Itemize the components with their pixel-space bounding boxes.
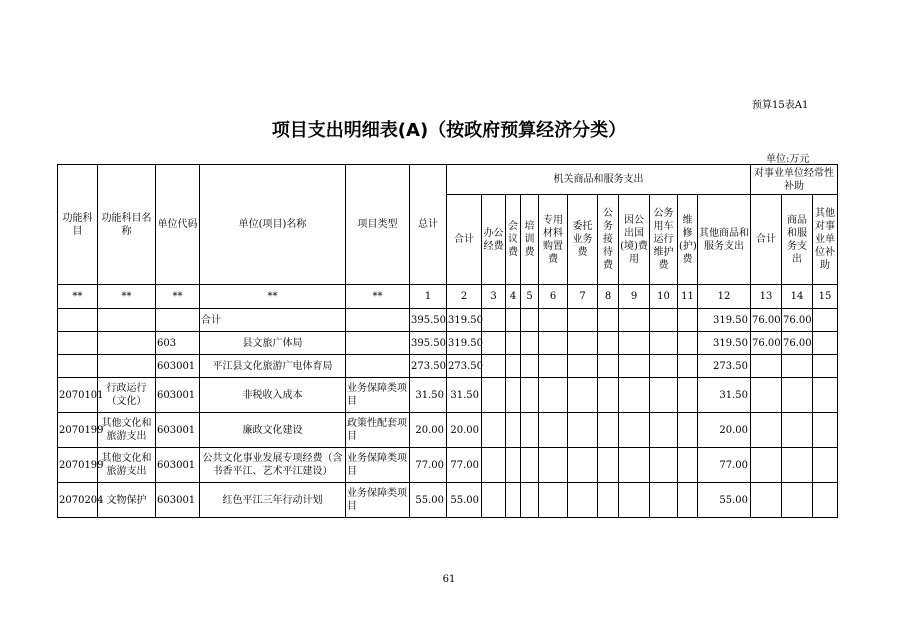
header-project-type: 项目类型 [346,165,410,285]
index-cell: 7 [568,285,598,309]
project-type-cell [346,332,410,355]
index-row [58,285,838,309]
unit-name-cell: 县文旅广体局 [200,332,346,355]
index-cell: 9 [619,285,650,309]
subsidy-total-cell: 76.00 [751,309,782,332]
total-cell: 273.50 [410,355,447,378]
index-cell: 13 [751,285,782,309]
index-cell: 1 [410,285,447,309]
header-func-code: 功能科目 [58,165,98,285]
func-name-cell [98,309,156,332]
total-cell: 77.00 [410,448,447,483]
func-name-cell: 文物保护 [98,483,156,518]
header-materials: 专用材料购置费 [539,195,568,285]
table-row [58,448,838,483]
subsidy-total-cell: 76.00 [751,332,782,355]
func-code-cell: 2070199 [58,448,98,483]
index-cell: ** [156,285,200,309]
table-row [58,355,838,378]
form-number: 预算15表A1 [752,100,809,111]
table-row [58,332,838,355]
func-name-cell [98,332,156,355]
subsidy-total-cell [751,378,782,413]
project-expenditure-table [57,164,838,518]
index-cell: 15 [813,285,838,309]
table-row [58,413,838,448]
func-code-cell [58,332,98,355]
goods-total-cell: 55.00 [447,483,482,518]
subsidy-goods-cell [782,413,813,448]
header-total: 总计 [410,165,447,285]
unit-name-cell: 非税收入成本 [200,378,346,413]
header-subsidy-total: 合计 [751,195,782,285]
other-goods-cell: 319.50 [698,332,751,355]
goods-total-cell: 319.50 [447,332,482,355]
header-abroad: 因公出国(境)费用 [619,195,650,285]
unit-code-cell [156,309,200,332]
subsidy-total-cell [751,483,782,518]
func-name-cell: 其他文化和旅游支出 [98,448,156,483]
subsidy-goods-cell [782,355,813,378]
unit-name-cell: 平江县文化旅游广电体育局 [200,355,346,378]
other-goods-cell: 319.50 [698,309,751,332]
unit-label: 单位:万元 [766,154,810,165]
index-cell: 14 [782,285,813,309]
index-cell: 10 [650,285,678,309]
project-type-cell [346,355,410,378]
subsidy-total-cell [751,355,782,378]
index-cell: 5 [521,285,539,309]
header-unit-name: 单位(项目)名称 [200,165,346,285]
project-type-cell: 业务保障类项目 [346,483,410,518]
subsidy-total-cell [751,413,782,448]
header-other-goods: 其他商品和服务支出 [698,195,751,285]
index-cell: ** [98,285,156,309]
project-type-cell: 业务保障类项目 [346,378,410,413]
header-training: 培训费 [521,195,539,285]
index-cell: 4 [506,285,521,309]
unit-name-cell: 廉政文化建设 [200,413,346,448]
table-row [58,483,838,518]
goods-total-cell: 273.50 [447,355,482,378]
other-goods-cell: 55.00 [698,483,751,518]
header-meeting: 会议费 [506,195,521,285]
index-cell: 8 [598,285,619,309]
subsidy-goods-cell [782,448,813,483]
table-row [58,309,838,332]
index-cell: 6 [539,285,568,309]
total-cell: 55.00 [410,483,447,518]
unit-name-cell: 合计 [200,309,346,332]
goods-total-cell: 319.50 [447,309,482,332]
func-code-cell [58,355,98,378]
total-cell: 31.50 [410,378,447,413]
header-subsidy-goods: 商品和服务支出 [782,195,813,285]
header-group-goods-services: 机关商品和服务支出 [447,165,751,195]
unit-code-cell: 603001 [156,483,200,518]
header-unit-code: 单位代码 [156,165,200,285]
subsidy-goods-cell: 76.00 [782,332,813,355]
other-goods-cell: 31.50 [698,378,751,413]
index-cell: ** [58,285,98,309]
func-code-cell: 2070204 [58,483,98,518]
header-goods-total: 合计 [447,195,482,285]
page-title: 项目支出明细表(A)（按政府预算经济分类） [271,120,627,141]
index-cell: 12 [698,285,751,309]
goods-total-cell: 77.00 [447,448,482,483]
other-goods-cell: 273.50 [698,355,751,378]
project-type-cell [346,309,410,332]
header-subsidy-other: 其他对事业单位补助 [813,195,838,285]
index-cell: ** [346,285,410,309]
unit-code-cell: 603 [156,332,200,355]
table-row [58,378,838,413]
header-vehicle: 公务用车运行维护费 [650,195,678,285]
unit-code-cell: 603001 [156,413,200,448]
func-code-cell [58,309,98,332]
header-entrusted: 委托业务费 [568,195,598,285]
header-repair: 维修(护)费 [678,195,698,285]
func-name-cell [98,355,156,378]
project-type-cell: 政策性配套项目 [346,413,410,448]
subsidy-goods-cell [782,378,813,413]
subsidy-goods-cell [782,483,813,518]
unit-name-cell: 公共文化事业发展专项经费（含书香平江、艺术平江建设） [200,448,346,483]
other-goods-cell: 20.00 [698,413,751,448]
func-code-cell: 2070199 [58,413,98,448]
total-cell: 395.50 [410,309,447,332]
func-name-cell: 行政运行（文化） [98,378,156,413]
subsidy-total-cell [751,448,782,483]
header-group-subsidy: 对事业单位经常性补助 [751,165,838,195]
func-code-cell: 2070101 [58,378,98,413]
index-cell: 3 [482,285,506,309]
unit-code-cell: 603001 [156,355,200,378]
index-cell: 2 [447,285,482,309]
index-cell: 11 [678,285,698,309]
unit-code-cell: 603001 [156,378,200,413]
subsidy-goods-cell: 76.00 [782,309,813,332]
func-name-cell: 其他文化和旅游支出 [98,413,156,448]
goods-total-cell: 31.50 [447,378,482,413]
header-hospitality: 公务接待费 [598,195,619,285]
unit-code-cell: 603001 [156,448,200,483]
total-cell: 395.50 [410,332,447,355]
goods-total-cell: 20.00 [447,413,482,448]
header-office: 办公经费 [482,195,506,285]
other-goods-cell: 77.00 [698,448,751,483]
total-cell: 20.00 [410,413,447,448]
page-number: 61 [442,574,456,585]
index-cell: ** [200,285,346,309]
project-type-cell: 业务保障类项目 [346,448,410,483]
header-func-name: 功能科目名称 [98,165,156,285]
unit-name-cell: 红色平江三年行动计划 [200,483,346,518]
